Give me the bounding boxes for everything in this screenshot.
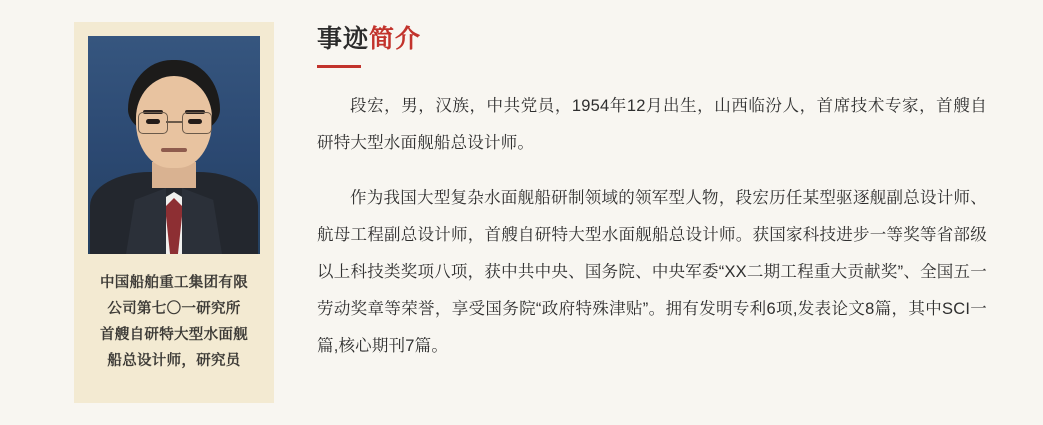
article-paragraph: 作为我国大型复杂水面舰船研制领域的领军型人物，段宏历任某型驱逐舰副总设计师、航母工程副总设计师，首艘自研特大型水面舰船总设计师。获国家科技进步一等奖等省部级以上科技类奖项八项，获中共中央、国务院、中央军委“XX二期工程重大贡献奖”、全国五一劳动奖章等荣誉，享受国务院“政府特殊津贴”。拥有发明专利6项,发表论文8篇，其中SCI一篇,核心期刊7篇。 bbox=[317, 189, 987, 355]
page-title bbox=[317, 22, 987, 56]
portrait-photo bbox=[88, 36, 260, 254]
page-title-part-accent: 简介 bbox=[369, 25, 422, 53]
portrait-glasses-right bbox=[182, 112, 212, 134]
article-content bbox=[317, 22, 987, 365]
profile-caption-line: 船总设计师，研究员 bbox=[107, 353, 241, 369]
page-title-part-dark: 事迹 bbox=[317, 25, 370, 53]
profile-caption-line: 中国船舶重工集团有限 bbox=[100, 275, 248, 291]
title-underline-rule bbox=[317, 65, 361, 68]
portrait-glasses-bridge bbox=[166, 121, 182, 123]
profile-caption-line: 首艘自研特大型水面舰 bbox=[100, 327, 248, 343]
article-paragraph: 段宏，男，汉族，中共党员，1954年12月出生，山西临汾人，首席技术专家，首艘自研特大型水面舰船总设计师。 bbox=[317, 97, 987, 152]
profile-caption-line: 公司第七〇一研究所 bbox=[107, 301, 241, 317]
profile-caption bbox=[100, 270, 248, 374]
portrait-mouth bbox=[161, 148, 187, 152]
profile-card bbox=[74, 22, 274, 403]
portrait-glasses-left bbox=[138, 112, 168, 134]
